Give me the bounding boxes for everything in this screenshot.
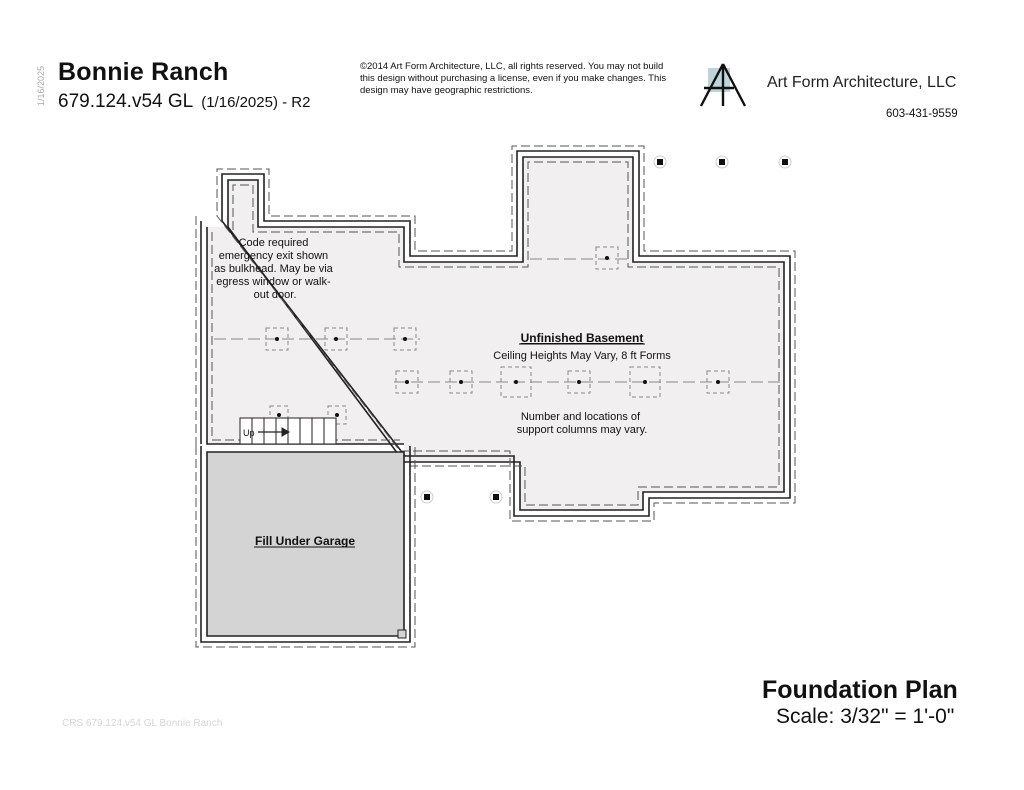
exterior-post <box>779 156 791 168</box>
exterior-post <box>490 491 502 503</box>
basement-title: Unfinished Basement <box>520 331 644 345</box>
support-column <box>277 413 281 417</box>
support-column <box>459 380 463 384</box>
plan-code-number: 679.124.v54 GL <box>58 91 194 112</box>
support-column <box>643 380 647 384</box>
garage-door-opening <box>398 630 406 638</box>
garage-label: Fill Under Garage <box>254 534 356 548</box>
plan-revision-date: (1/16/2025) - R2 <box>201 94 311 111</box>
exterior-post <box>421 491 433 503</box>
support-column <box>605 256 609 260</box>
stair-up-label: Up <box>243 428 255 438</box>
footer-reference: CRS 679.124.v54 GL Bonnie Ranch <box>62 718 223 729</box>
copyright-notice: ©2014 Art Form Architecture, LLC, all rights reserved. You may not build this design without purchasing a license, even if you make changes. This design may have geographic restrictions. <box>360 61 667 96</box>
support-column <box>275 337 279 341</box>
side-date: 1/16/2025 <box>36 65 46 106</box>
support-column <box>335 413 339 417</box>
plan-title: Bonnie Ranch <box>58 58 229 86</box>
support-column <box>514 380 518 384</box>
support-column <box>334 337 338 341</box>
support-column <box>405 380 409 384</box>
support-column <box>403 337 407 341</box>
company-name: Art Form Architecture, LLC <box>767 74 957 91</box>
column-note: Number and locations of support columns may vary. <box>516 411 648 436</box>
exterior-post <box>654 156 666 168</box>
sheet-scale: Scale: 3/32" = 1'-0" <box>776 705 955 728</box>
company-phone: 603-431-9559 <box>886 108 958 120</box>
support-column <box>716 380 720 384</box>
sheet-title: Foundation Plan <box>762 676 958 704</box>
egress-note: Code required emergency exit shown as bulkhead. May be via egress window or walk- out door. <box>214 237 333 301</box>
support-column <box>577 380 581 384</box>
ceiling-note: Ceiling Heights May Vary, 8 ft Forms <box>493 350 671 362</box>
exterior-post <box>716 156 728 168</box>
